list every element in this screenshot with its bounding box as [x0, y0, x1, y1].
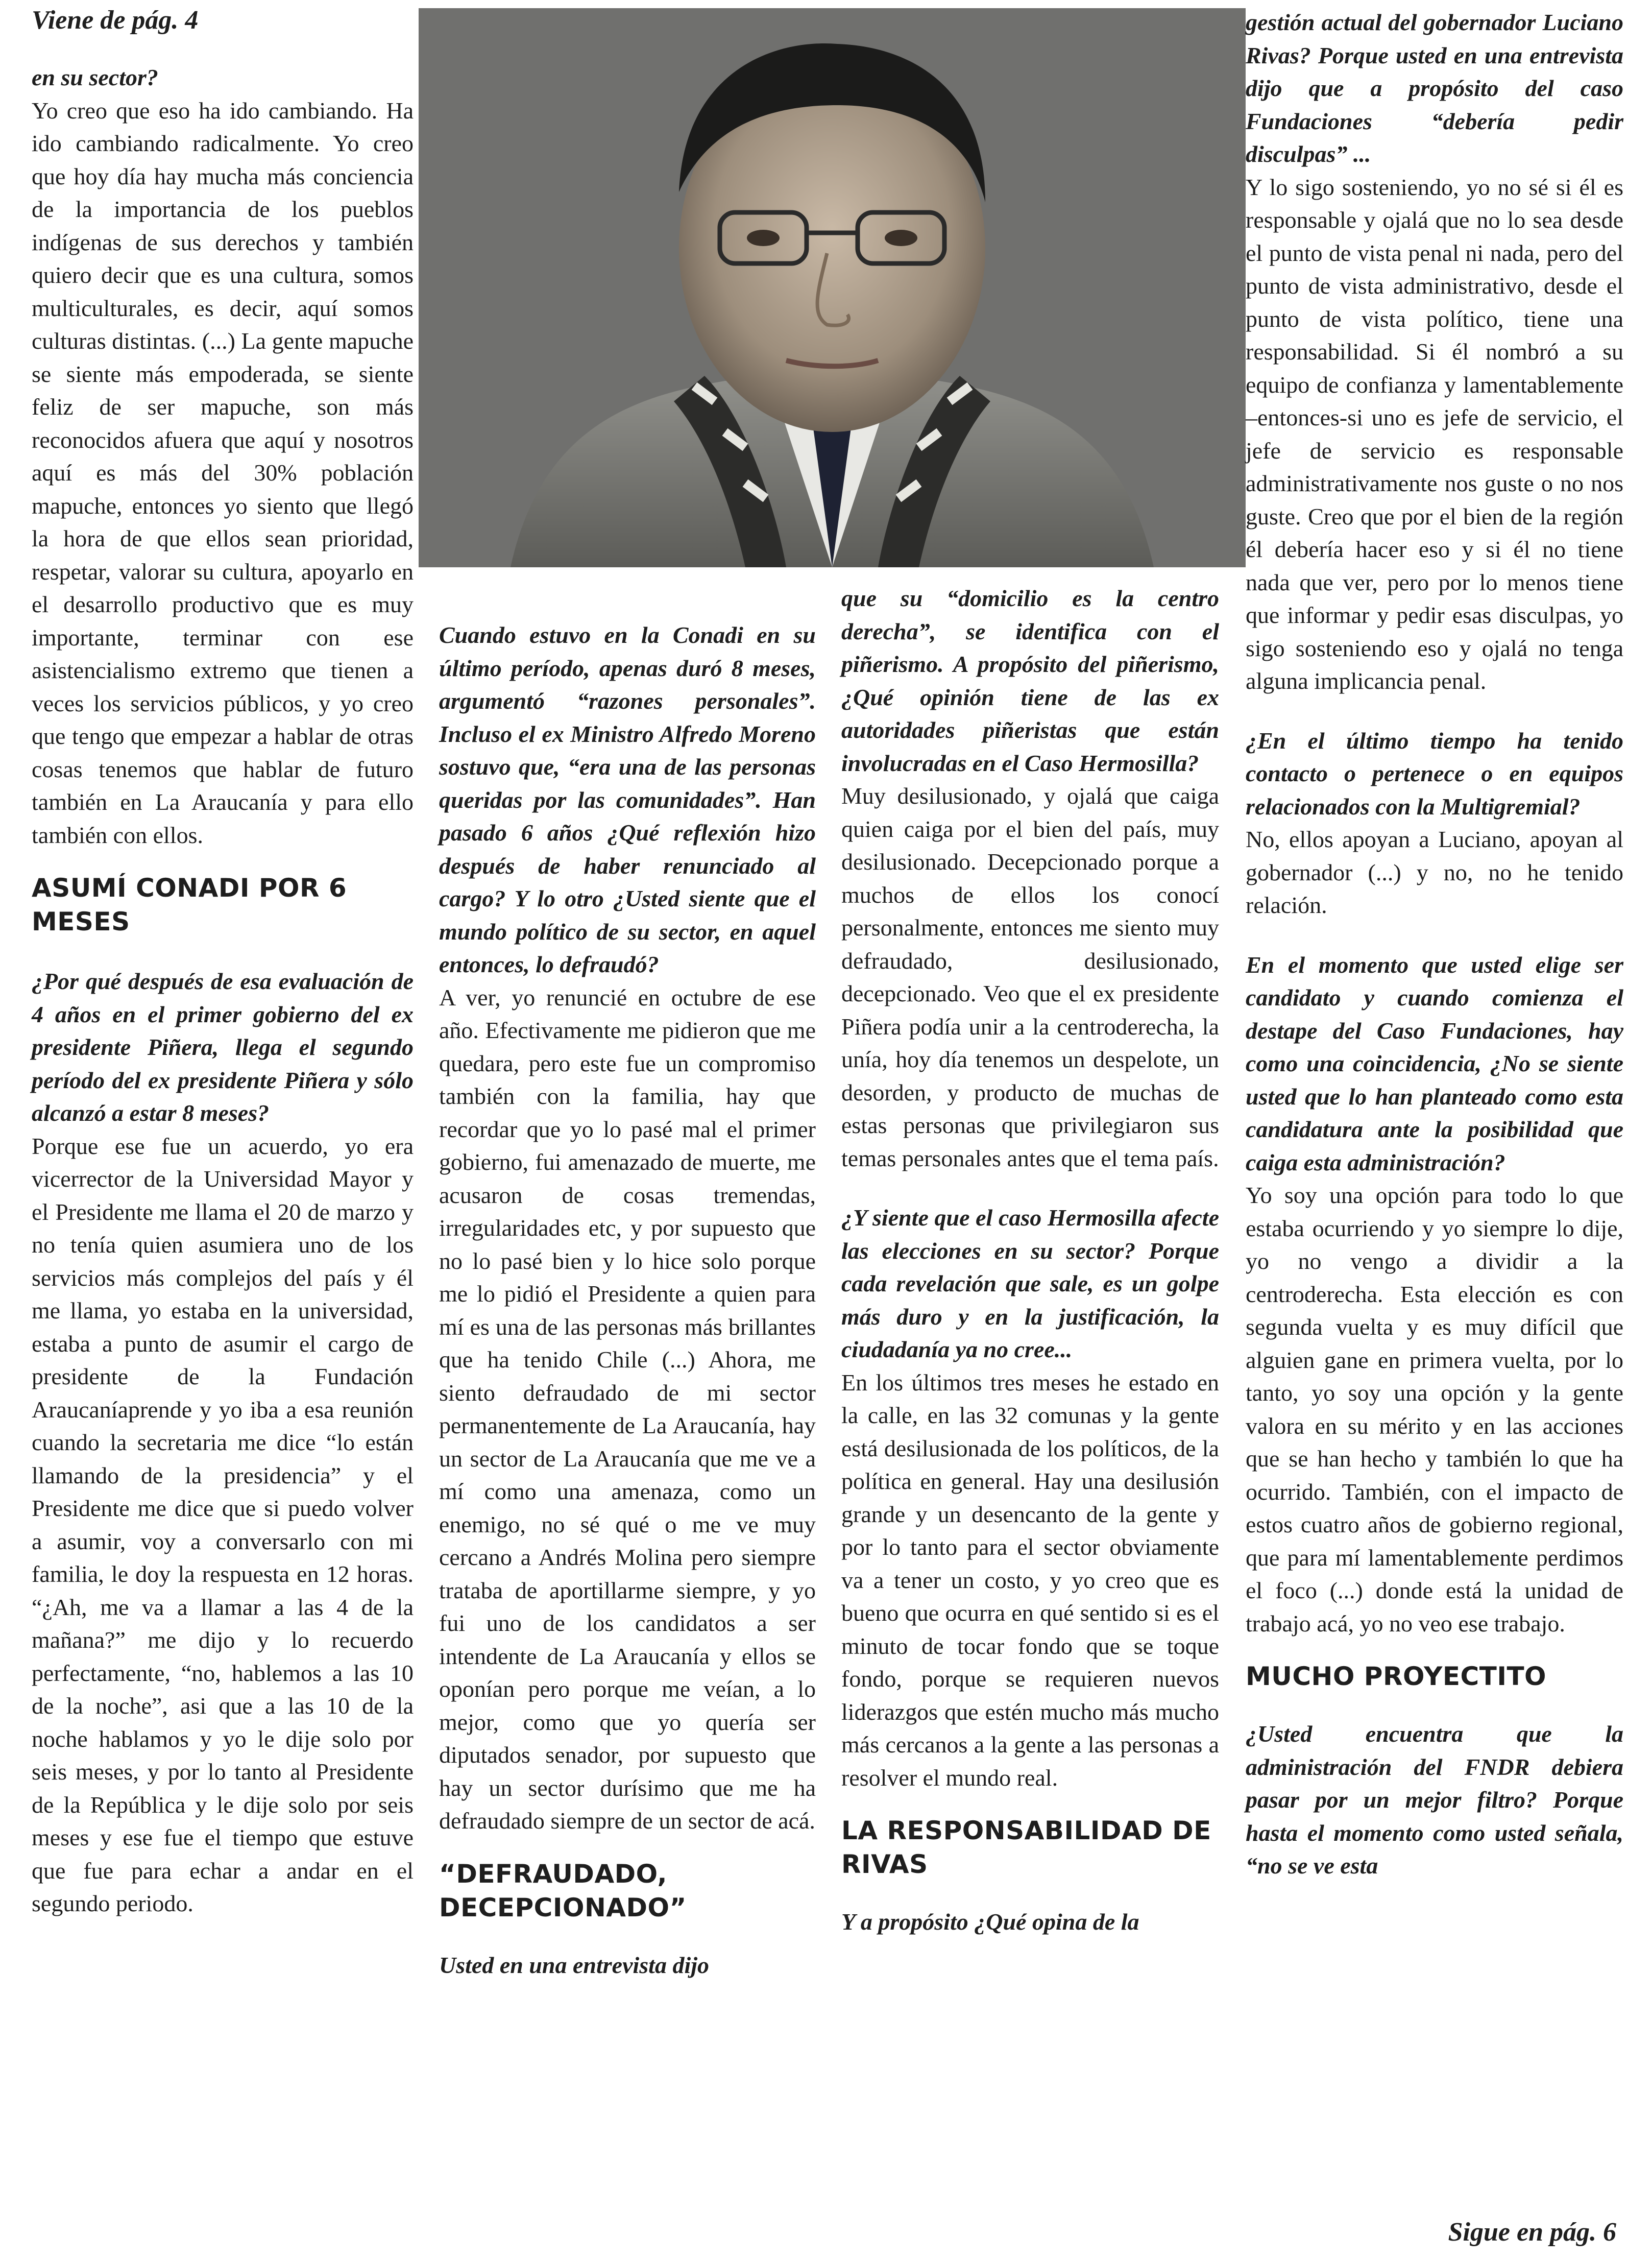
portrait-photo: [419, 8, 1246, 567]
continued-to-label: Sigue en pág. 6: [1448, 2218, 1616, 2247]
portrait-illustration: [419, 8, 1246, 567]
question-text: ¿Y siente que el caso Hermosilla afecte las elecciones en su sector? Porque cada revelación que sale, es un golpe más duro y en la justificación, la ciudadanía ya no cree...: [841, 1205, 1219, 1362]
question-text: en su sector?: [32, 64, 158, 90]
answer-text: Porque ese fue un acuerdo, yo era vicerrector de la Universidad Mayor y el Presidente me llama el 20 de marzo y no tenía quien asumiera uno de los servicios más complejos del país y él me llama, yo estaba en la universidad, estaba a punto de asumir el cargo de presidente de la Fundación Araucaníaprende y yo iba a esa reunión cuando la secretaria me dice “lo están llamando de la presidencia” y el Presidente me dice que si puedo volver a asumir, voy a conversarlo con mi familia, le doy la respuesta en 12 horas. “¿Ah, me va a llamar a las 4 de la mañana?” me dijo y lo recuerdo perfectamente, “no, hablemos a las 10 de la noche”, asi que a las 10 de la noche hablamos y yo le dije solo por seis meses, y por lo tanto al Presidente de la República y le dije solo por seis meses y ese fue el tiempo que estuve que fue para echar a andar en el segundo periodo.: [32, 1133, 414, 1916]
section-heading: “DEFRAUDADO, DECEPCIONADO”: [439, 1859, 687, 1922]
question-text: ¿Por qué después de esa evaluación de 4 años en el primer gobierno del ex presidente Piñera, llega el segundo período del ex presidente Piñera y sólo alcanzó a estar 8 meses?: [32, 968, 414, 1126]
answer-text: Y lo sigo sosteniendo, yo no sé si él es responsable y ojalá que no lo sea desde el punto de vista penal ni nada, pero del punto de vista administrativo, desde el punto de vista político, tiene una responsabilidad. Si él nombró a su equipo de confianza y lamentablemente –entonces-si uno es jefe de servicio, el jefe de servicio es responsable administrativamente nos guste o no nos guste. Creo que por el bien de la región él debería hacer eso y si él no tiene nada que ver, pero por lo menos tiene que informar y pedir esas disculpas, yo sigo sosteniendo eso y ojalá no tenga alguna implicancia penal.: [1246, 174, 1623, 694]
question-text: gestión actual del gobernador Luciano Rivas? Porque usted en una entrevista dijo que a propósito del caso Fundaciones “debería pedir disculpas” ...: [1246, 9, 1623, 167]
answer-text: Muy desilusionado, y ojalá que caiga quien caiga por el bien del país, muy desilusionado. Decepcionado porque a muchos de ellos los conocí personalmente, entonces me siento muy defraudado, desilusionado, decepcionado. Veo que el ex presidente Piñera podía unir a la centroderecha, la unía, hoy día tenemos un despelote, un desorden, y producto de muchas de estas personas que privilegiaron sus temas personales antes que el tema país.: [841, 783, 1219, 1171]
section-heading: MUCHO PROYECTITO: [1246, 1662, 1547, 1691]
question-text: ¿En el último tiempo ha tenido contacto o pertenece o en equipos relacionados con la Multigremial?: [1246, 727, 1623, 820]
column-3: [841, 582, 1219, 1939]
answer-text: Yo soy una opción para todo lo que estaba ocurriendo y yo siempre lo dije, yo no vengo a dividir a la centroderecha. Esta elección es con segunda vuelta y es muy difícil que alguien gane en primera vuelta, por lo tanto, yo soy una opción y la gente valora en su mérito y en las acciones que se han hecho y también lo que ha ocurrido. También, con el impacto de estos cuatro años de gobierno regional, que para mí lamentablemente perdimos el foco (...) donde está la unidad de trabajo acá, yo no veo ese trabajo.: [1246, 1182, 1623, 1637]
answer-text: A ver, yo renuncié en octubre de ese año. Efectivamente me pidieron que me quedara, pero este fue un compromiso también con la familia, hay que recordar que yo lo pasé mal el primer gobierno, fui amenazado de muerte, me acusaron de cosas tremendas, irregularidades etc, y por supuesto que no lo pasé bien y lo hice solo porque me lo pidió el Presidente a quien para mí es una de las personas más brillantes que ha tenido Chile (...) Ahora, me siento defraudado de mi sector permanentemente de La Araucanía, hay un sector de La Araucanía que me ve a mí como una amenaza, como un enemigo, no sé qué o me ve muy cercano a Andrés Molina pero siempre trataba de aportillarme siempre, y yo fui uno de los candidatos a ser intendente de La Araucanía y ellos se oponían pero porque me veían, a lo mejor, como que yo quería ser diputados senador, por supuesto que hay un sector durísimo que me ha defraudado siempre de un sector de acá.: [439, 984, 816, 1834]
question-text: Cuando estuvo en la Conadi en su último período, apenas duró 8 meses, argumentó “razones personales”. Incluso el ex Ministro Alfredo Moreno sostuvo que, “era una de las personas queridas por las comunidades”. Han pasado 6 años ¿Qué reflexión hizo después de haber renunciado al cargo? Y lo otro ¿Usted siente que el mundo político de su sector, en aquel entonces, lo defraudó?: [439, 622, 816, 977]
column-4: [1246, 6, 1623, 1883]
question-text: En el momento que usted elige ser candidato y cuando comienza el destape del Caso Fundaciones, hay como una coincidencia, ¿No se siente usted que lo han planteado como esta candidatura ante la posibilidad que caiga esta administración?: [1246, 951, 1623, 1175]
question-text: Usted en una entrevista dijo: [439, 1952, 710, 1978]
answer-text: No, ellos apoyan a Luciano, apoyan al gobernador (...) y no, no he tenido relación.: [1246, 826, 1623, 918]
section-heading: LA RESPONSABILIDAD DE RIVAS: [841, 1816, 1211, 1879]
column-2: [439, 619, 816, 1982]
column-1: [32, 61, 414, 1920]
answer-text: Yo creo que eso ha ido cambiando. Ha ido cambiando radicalmente. Yo creo que hoy día hay mucha más conciencia de la importancia de los pueblos indígenas de sus derechos y también quiero decir que es una cultura, somos multiculturales, es decir, aquí somos culturas distintas. (...) La gente mapuche se siente más empoderada, se siente feliz de ser mapuche, son más reconocidos afuera que aquí y nosotros aquí es más del 30% población mapuche, entonces yo siento que llegó la hora de que ellos sean prioridad, respetar, valorar su cultura, apoyarlo en el desarrollo productivo que es muy importante, terminar con ese asistencialismo extremo que tienen a veces los servicios públicos, y yo creo que tengo que empezar a hablar de otras cosas tenemos que hablar de futuro también en La Araucanía y para ello también con ellos.: [32, 97, 414, 848]
answer-text: En los últimos tres meses he estado en la calle, en las 32 comunas y la gente está desilusionada de los políticos, de la política en general. Hay una desilusión grande y un desencanto de la gente y por lo tanto para el sector obviamente va a tener un costo, y yo creo que es bueno que ocurra en qué sentido si es el minuto de tocar fondo que se toque fondo, porque se requieren nuevos liderazgos que estén mucho más mucho más cercanos a la gente a las personas a resolver el mundo real.: [841, 1369, 1219, 1791]
section-heading: ASUMÍ CONADI POR 6 MESES: [32, 873, 347, 936]
question-text: ¿Usted encuentra que la administración del FNDR debiera pasar por un mejor filtro? Porque hasta el momento como usted señala, “no se ve esta: [1246, 1721, 1623, 1879]
continued-from-label: Viene de pág. 4: [32, 6, 199, 35]
question-text: Y a propósito ¿Qué opina de la: [841, 1909, 1139, 1935]
question-text: que su “domicilio es la centro derecha”, se identifica con el piñerismo. A propósito del piñerismo, ¿Qué opinión tiene de las ex autoridades piñeristas que están involucradas en el Caso Hermosilla?: [841, 585, 1219, 776]
